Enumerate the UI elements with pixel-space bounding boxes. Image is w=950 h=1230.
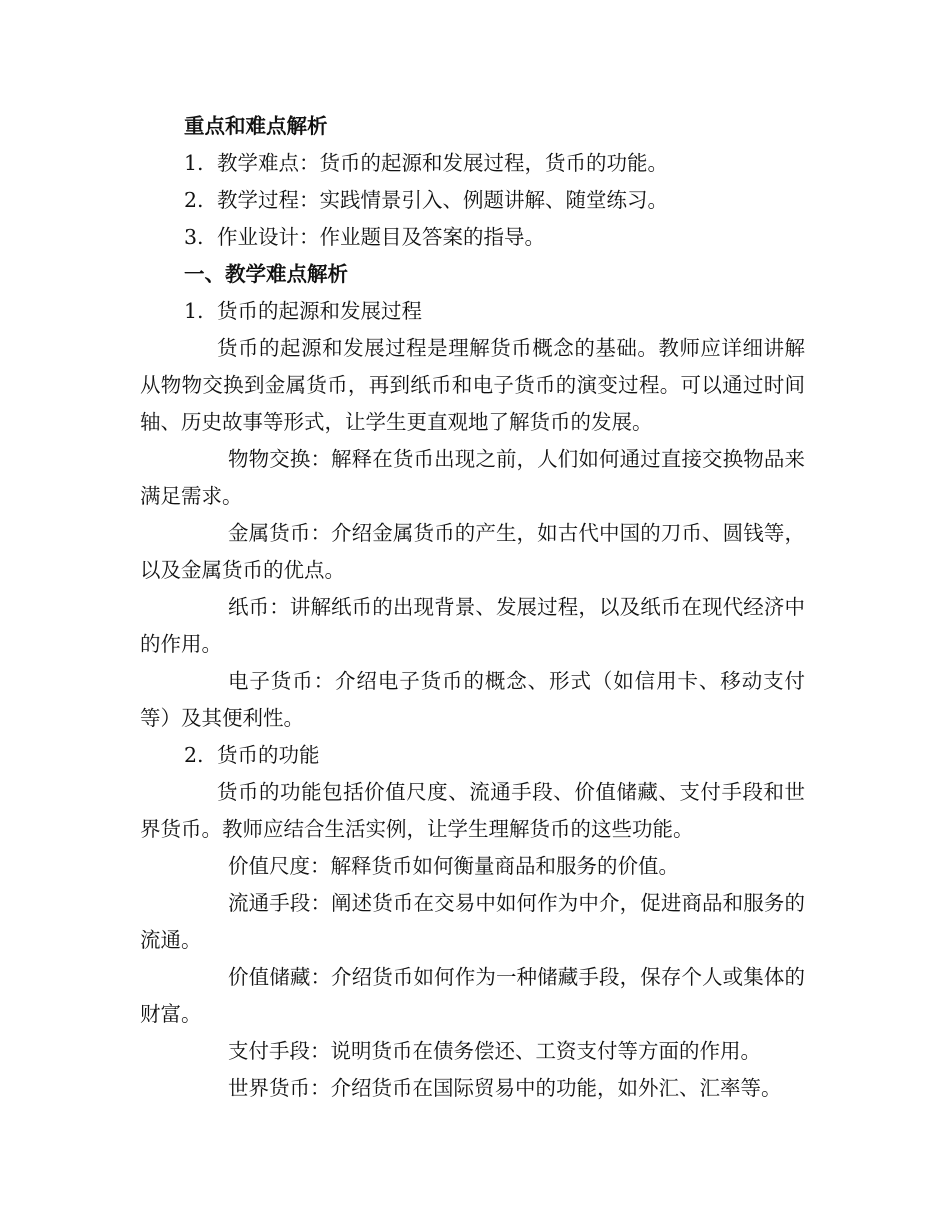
overview-item-1-text: 教学难点：货币的起源和发展过程，货币的功能。 xyxy=(217,151,668,175)
subsection-2-title xyxy=(140,737,805,774)
overview-item-3-num: 3. xyxy=(184,225,204,249)
subsection-1-title xyxy=(140,293,805,330)
world-currency-paragraph: 世界货币：介绍货币在国际贸易中的功能，如外汇、汇率等。 xyxy=(228,1076,782,1100)
paper-money-paragraph: 纸币：讲解纸币的出现背景、发展过程，以及纸币在现代经济中的作用。 xyxy=(140,595,805,656)
overview-item-1-num: 1. xyxy=(184,151,204,175)
subsection-1-intro: 货币的起源和发展过程是理解货币概念的基础。教师应详细讲解从物物交换到金属货币，再到纸币和电子货币的演变过程。可以通过时间轴、历史故事等形式，让学生更直观地了解货币的发展。 xyxy=(140,336,805,434)
subsection-2-intro: 货币的功能包括价值尺度、流通手段、价值储藏、支付手段和世界货币。教师应结合生活实例，让学生理解货币的这些功能。 xyxy=(140,780,805,841)
electronic-money-paragraph: 电子货币：介绍电子货币的概念、形式（如信用卡、移动支付等）及其便利性。 xyxy=(140,669,805,730)
subsection-1-num: 1. xyxy=(184,299,204,323)
document-body xyxy=(140,108,805,1107)
heading: 重点和难点解析 xyxy=(184,114,328,138)
overview-item-3-text: 作业设计：作业题目及答案的指导。 xyxy=(217,225,545,249)
metal-currency-paragraph: 金属货币：介绍金属货币的产生，如古代中国的刀币、圆钱等，以及金属货币的优点。 xyxy=(140,521,805,582)
payment-paragraph: 支付手段：说明货币在债务偿还、工资支付等方面的作用。 xyxy=(228,1039,761,1063)
subsection-2-text: 货币的功能 xyxy=(217,743,320,767)
value-measure-paragraph: 价值尺度：解释货币如何衡量商品和服务的价值。 xyxy=(228,854,679,878)
overview-item-3 xyxy=(140,219,805,256)
overview-item-1 xyxy=(140,145,805,182)
store-of-value-paragraph: 价值储藏：介绍货币如何作为一种储藏手段，保存个人或集体的财富。 xyxy=(140,965,805,1026)
subsection-2-num: 2. xyxy=(184,743,204,767)
barter-paragraph: 物物交换：解释在货币出现之前，人们如何通过直接交换物品来满足需求。 xyxy=(140,447,805,508)
circulation-paragraph: 流通手段：阐述货币在交易中如何作为中介，促进商品和服务的流通。 xyxy=(140,891,805,952)
overview-item-2 xyxy=(140,182,805,219)
overview-item-2-num: 2. xyxy=(184,188,204,212)
section-title: 一、教学难点解析 xyxy=(184,262,348,286)
overview-item-2-text: 教学过程：实践情景引入、例题讲解、随堂练习。 xyxy=(217,188,668,212)
subsection-1-text: 货币的起源和发展过程 xyxy=(217,299,422,323)
